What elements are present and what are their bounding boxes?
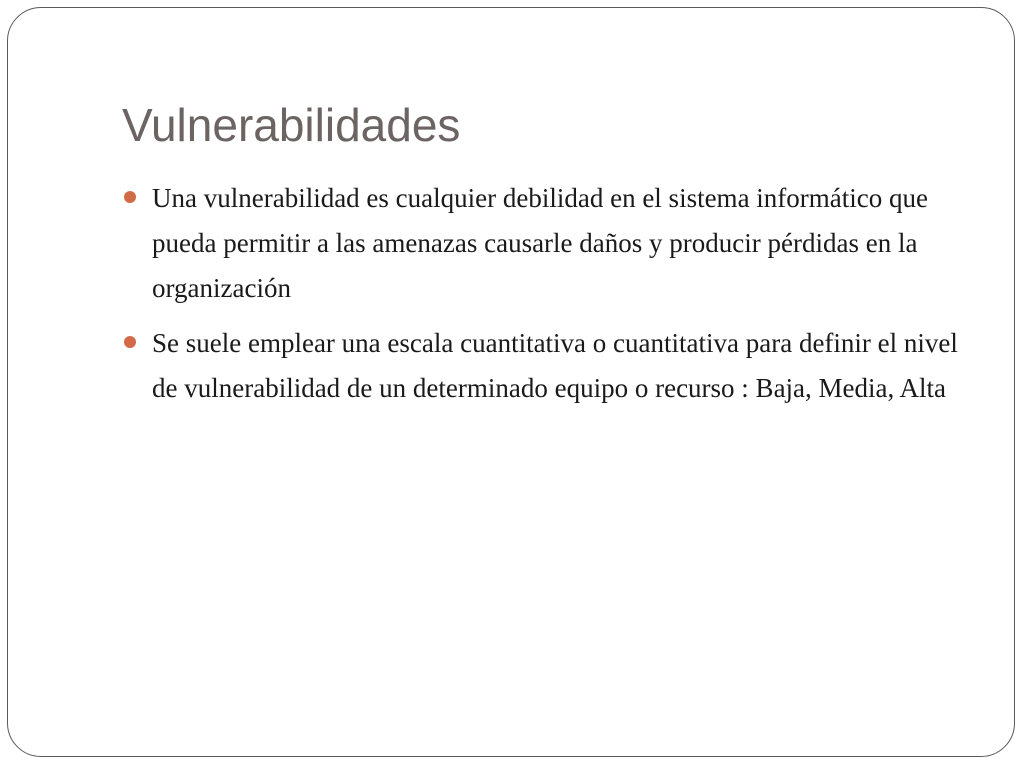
- slide-title: Vulnerabilidades: [122, 99, 461, 151]
- bullet-item: [122, 176, 982, 311]
- bullet-list: [122, 176, 982, 421]
- slide-frame: [7, 7, 1015, 757]
- bullet-dot-icon: [124, 191, 136, 203]
- bullet-item: [122, 321, 982, 411]
- bullet-text: Se suele emplear una escala cuantitativa o cuantitativa para definir el nivel de vulnerabilidad de un determinado equipo o recurso : Baja, Media, Alta: [152, 328, 958, 403]
- bullet-text: Una vulnerabilidad es cualquier debilidad en el sistema informático que pueda permitir a las amenazas causarle daños y producir pérdidas en la organización: [152, 183, 928, 303]
- bullet-dot-icon: [124, 336, 136, 348]
